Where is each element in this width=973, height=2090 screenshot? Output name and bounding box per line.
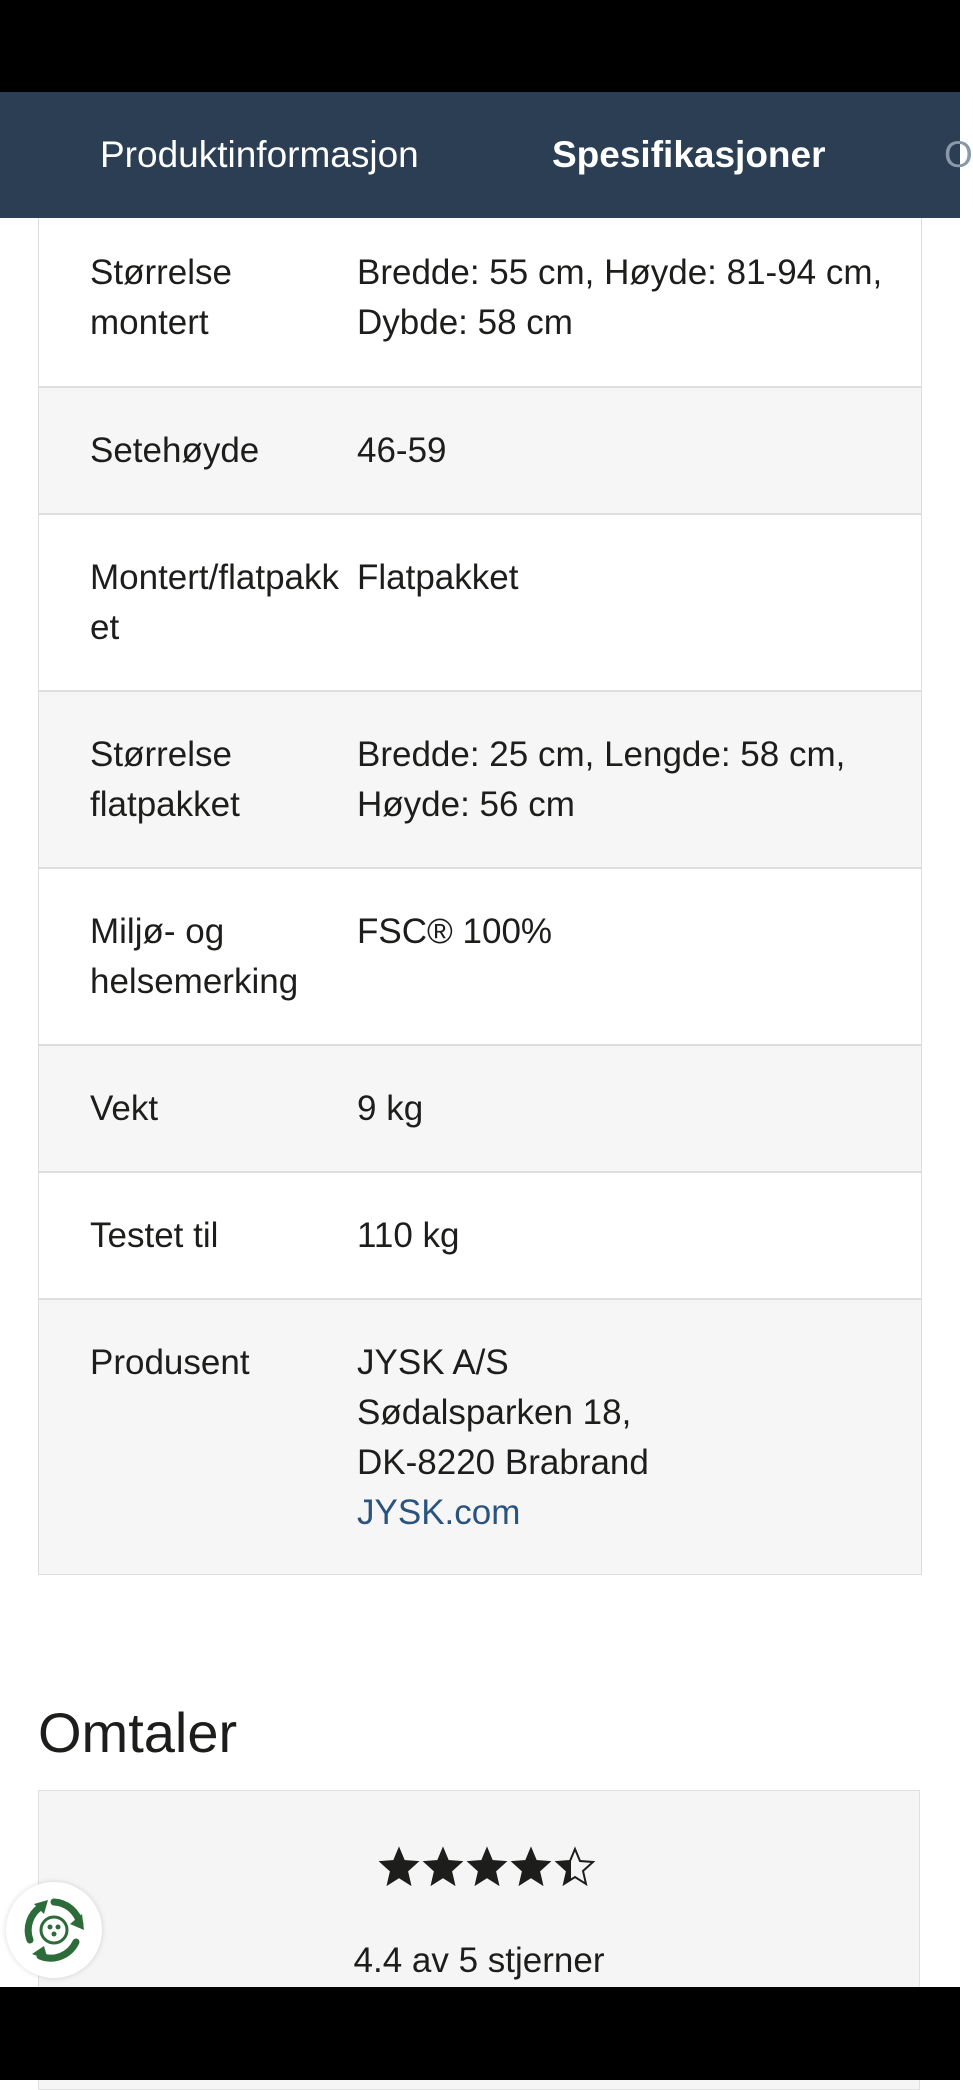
spec-label: Produsent <box>90 1343 250 1382</box>
star-icon <box>511 1847 551 1887</box>
table-row <box>39 1046 921 1173</box>
tab-produktinformasjon[interactable]: Produktinformasjon <box>100 134 419 175</box>
spec-value: 9 kg <box>357 1088 424 1128</box>
star-icon <box>555 1847 595 1887</box>
star-icon <box>423 1847 463 1887</box>
table-row <box>39 869 921 1046</box>
table-row <box>39 515 921 692</box>
table-row <box>39 1300 921 1575</box>
recycle-icon <box>18 1894 90 1966</box>
spec-label: Setehøyde <box>90 430 260 470</box>
spec-value: 46-59 <box>357 430 447 470</box>
spec-label: Størrelse montert <box>90 253 232 342</box>
spec-value: FSC® 100% <box>357 912 553 951</box>
tab-spesifikasjoner[interactable]: Spesifikasjoner <box>552 134 826 175</box>
table-row <box>39 1173 921 1300</box>
spec-label: Størrelse flatpakket <box>90 735 240 824</box>
spec-value: Bredde: 25 cm, Lengde: 58 cm, Høyde: 56 cm <box>357 735 846 824</box>
table-row <box>39 218 921 388</box>
specifications-table <box>38 218 922 1575</box>
star-rating <box>379 1847 595 1887</box>
manufacturer-address <box>357 1338 921 1574</box>
rating-text: 4.4 av 5 stjerner <box>353 1941 605 1980</box>
navigation-bar <box>0 1987 960 2080</box>
spec-value: Flatpakket <box>357 558 519 597</box>
table-row <box>39 388 921 515</box>
star-icon <box>379 1847 419 1887</box>
spec-label: Vekt <box>90 1088 159 1128</box>
star-icon <box>467 1847 507 1887</box>
reviews-heading: Omtaler <box>38 1701 238 1764</box>
spec-label: Testet til <box>90 1215 219 1255</box>
spec-label: Montert/flatpakket <box>90 558 339 647</box>
address-line: Sødalsparken 18, <box>357 1393 632 1432</box>
eco-badge[interactable] <box>6 1882 102 1978</box>
spec-value: 110 kg <box>357 1215 460 1255</box>
spec-value: Bredde: 55 cm, Høyde: 81-94 cm, Dybde: 58 cm <box>357 253 883 342</box>
spec-label: Miljø- og helsemerking <box>90 912 299 1001</box>
table-row <box>39 692 921 869</box>
address-line: JYSK A/S <box>357 1343 509 1382</box>
tab-bar <box>0 92 973 218</box>
tab-omtaler-partial[interactable]: O <box>944 134 973 175</box>
manufacturer-link[interactable]: JYSK.com <box>357 1493 521 1532</box>
status-bar <box>0 0 960 92</box>
address-line: DK-8220 Brabrand <box>357 1443 649 1482</box>
